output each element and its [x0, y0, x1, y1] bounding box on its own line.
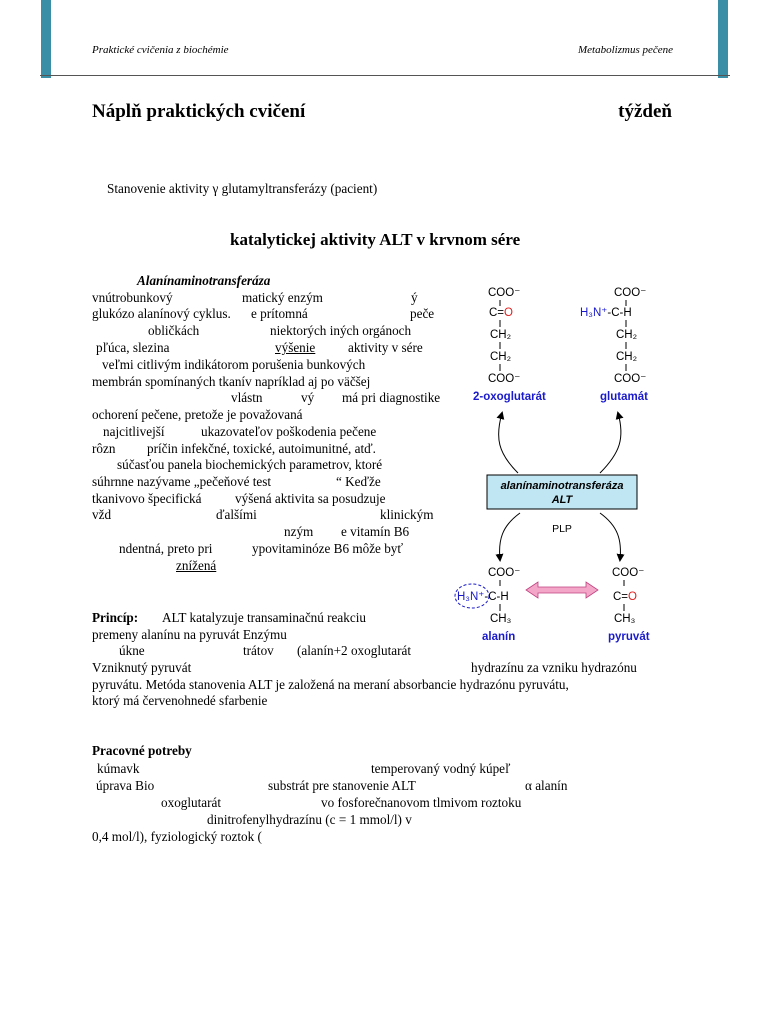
molecule-atom: COO⁻	[488, 567, 521, 579]
enzyme-name: alanínaminotransferáza	[500, 480, 624, 492]
body-text: “ Keďže	[336, 474, 381, 489]
molecule-atom: COO⁻	[614, 373, 647, 385]
header-course-title: Praktické cvičenia z biochémie	[92, 44, 229, 56]
body-text: súčasťou panela biochemických parametrov, ktoré	[117, 457, 383, 472]
body-text: e prítomná	[251, 306, 308, 321]
body-text: pľúca, slezina	[96, 340, 170, 355]
body-text: najcitlivejší	[103, 424, 165, 439]
body-text: e vitamín B6	[341, 524, 410, 539]
body-text-underlined: znížená	[176, 558, 217, 573]
principle-text: premeny alanínu na pyruvát Enzýmu	[92, 627, 287, 642]
principle-text: úkne	[119, 643, 145, 658]
body-text: glukózo alanínový cyklus.	[92, 306, 231, 321]
molecule-atom: CH₂	[490, 329, 512, 341]
body-text: matický enzým	[242, 290, 323, 305]
body-text: tkanivovo špecifická	[92, 491, 202, 506]
molecule-atom: CH₂	[490, 351, 512, 363]
header-accent-bar-right	[718, 0, 728, 78]
page-title-left: Náplň praktických cvičení	[92, 101, 306, 122]
principle-text: (alanín+2 oxoglutarát	[297, 643, 411, 658]
body-text: vžd	[92, 507, 112, 522]
molecule-atom: COO⁻	[612, 567, 645, 579]
body-text: ochorení pečene, pretože je považovaná	[92, 407, 303, 422]
body-text: ndentná, preto pri	[119, 541, 213, 556]
body-text: ďalšími	[216, 507, 257, 522]
section-subtitle: katalytickej aktivity ALT v krvnom sére	[230, 230, 521, 249]
equipment-heading: Pracovné potreby	[92, 743, 192, 758]
body-text: príčin infekčné, toxické, autoimunitné, atď.	[147, 441, 376, 456]
body-text: vý	[301, 390, 315, 405]
body-text: obličkách	[148, 323, 200, 338]
equipment-text: temperovaný vodný kúpeľ	[371, 761, 511, 776]
body-text: súhrnne nazývame „pečeňové test	[92, 474, 272, 489]
molecule-atom: C=O	[489, 307, 513, 319]
principle-text: ALT katalyzuje transaminačnú reakciu	[162, 610, 366, 625]
body-text: má pri diagnostike	[342, 390, 441, 405]
molecule-atom: C=O	[613, 591, 637, 603]
body-text: aktivity v sére	[348, 340, 423, 355]
enzyme-abbr: ALT	[551, 494, 573, 506]
body-text: výšená aktivita sa posudzuje	[235, 491, 386, 506]
principle-text: Vzniknutý pyruvát	[92, 660, 192, 675]
molecule-label-oxoglutarate: 2-oxoglutarát	[473, 391, 546, 403]
page-title	[92, 101, 672, 123]
equipment-text: 0,4 mol/l), fyziologický roztok (	[92, 829, 262, 844]
header-chapter-title: Metabolizmus pečene	[578, 44, 673, 56]
section-heading: Alanínaminotransferáza	[137, 273, 271, 288]
principle-text: hydrazínu za vzniku hydrazónu	[471, 660, 637, 675]
equipment-text: vo fosforečnanovom tlmivom roztoku	[321, 795, 522, 810]
principle-label: Princíp:	[92, 610, 139, 625]
molecule-atom: COO⁻	[488, 373, 521, 385]
alt-reaction-diagram	[440, 278, 685, 648]
molecule-atom: CH₃	[614, 613, 636, 625]
body-text: ukazovateľov poškodenia pečene	[201, 424, 377, 439]
header-divider	[40, 75, 730, 76]
cofactor-label: PLP	[552, 523, 572, 535]
body-text: membrán spomínaných tkanív napríklad aj po väčšej	[92, 374, 371, 389]
molecule-atom: CH₂	[616, 329, 638, 341]
molecule-atom: H₃N⁺-C-H	[457, 591, 509, 603]
principle-text: ktorý má červenohnedé sfarbenie	[92, 693, 268, 708]
double-arrow	[526, 582, 598, 598]
body-text: klinickým	[380, 507, 434, 522]
molecule-atom: CH₃	[490, 613, 512, 625]
molecule-atom: COO⁻	[614, 287, 647, 299]
body-text: veľmi citlivým indikátorom porušenia bunkových	[102, 357, 366, 372]
molecule-label-pyruvate: pyruvát	[608, 631, 650, 643]
equipment-text: α alanín	[525, 778, 568, 793]
equipment-text: oxoglutarát	[161, 795, 222, 810]
equipment-text: substrát pre stanovenie ALT	[268, 778, 416, 793]
principle-text: trátov	[243, 643, 274, 658]
body-text: niektorých iných orgánoch	[270, 323, 412, 338]
molecule-atom: COO⁻	[488, 287, 521, 299]
body-text: nzým	[284, 524, 314, 539]
intro-line: Stanovenie aktivity γ glutamyltransferázy (pacient)	[107, 181, 378, 196]
principle-text: pyruvátu. Metóda stanovenia ALT je založená na meraní absorbancie hydrazónu pyruvátu,	[92, 677, 569, 692]
body-text-underlined: výšenie	[275, 340, 316, 355]
body-text: vnútrobunkový	[92, 290, 173, 305]
molecule-atom: CH₂	[616, 351, 638, 363]
body-text: ypovitaminóze B6 môže byť	[252, 541, 404, 556]
equipment-text: úprava Bio	[96, 778, 155, 793]
molecule-atom: H₃N⁺-C-H	[580, 307, 632, 319]
header-accent-bar-left	[41, 0, 51, 78]
molecule-label-alanine: alanín	[482, 631, 516, 643]
molecule-label-glutamate: glutamát	[600, 391, 648, 403]
body-text: rôzn	[92, 441, 116, 456]
body-text: peče	[410, 306, 435, 321]
body-text: vlástn	[231, 390, 263, 405]
equipment-text: dinitrofenylhydrazínu (c = 1 mmol/l) v	[207, 812, 412, 827]
page-title-right: týždeň	[618, 101, 672, 122]
equipment-text: kúmavk	[97, 761, 140, 776]
body-text: ý	[411, 290, 418, 305]
